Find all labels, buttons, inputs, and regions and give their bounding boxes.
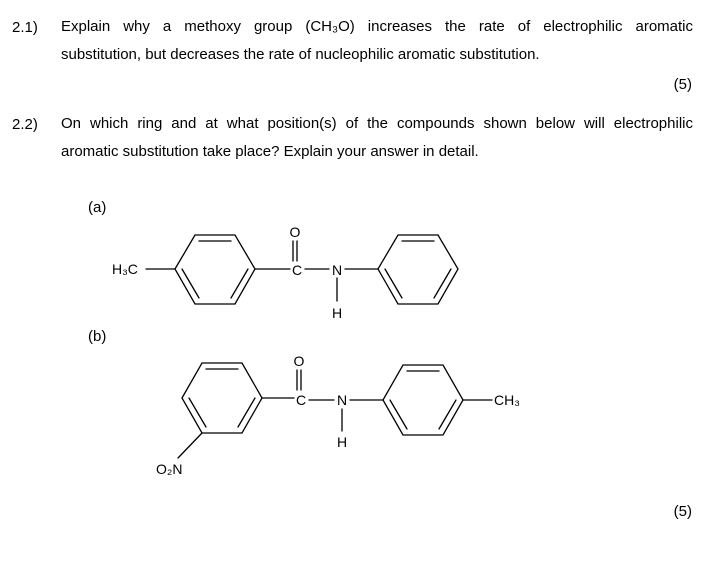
benzene-ring [175,235,255,304]
double-bond [189,398,206,427]
benzene-ring [383,365,463,435]
double-bond [182,269,199,298]
compound-a-label: (a) [88,199,107,216]
oxygen-label: O [293,353,305,369]
double-bond [231,269,248,298]
methyl-label: CH₃ [494,392,520,408]
compound-b-label: (b) [88,328,107,345]
compound-b-structure [178,363,492,458]
methyl-label: H₃C [112,261,138,277]
benzene-ring [378,235,458,304]
question-number: 2.2) [12,116,38,133]
marks-label: (5) [673,503,692,520]
bond [178,433,202,458]
double-bond [434,269,451,298]
question-line: Explain why a methoxy group (CH₃O) increases the rate of electrophilic aromatic [61,18,693,35]
nitrogen-label: N [336,392,348,408]
double-bond [439,400,456,429]
carbon-label: C [291,262,303,278]
oxygen-label: O [289,224,301,240]
hydrogen-label: H [336,434,348,450]
marks-label: (5) [673,76,692,93]
nitrogen-label: N [331,262,343,278]
double-bond [390,400,407,429]
question-number: 2.1) [12,19,38,36]
question-line: substitution, but decreases the rate of nucleophilic aromatic substitution. [61,46,540,63]
double-bond [238,398,255,427]
hydrogen-label: H [331,305,343,321]
carbon-label: C [295,392,307,408]
question-line: On which ring and at what position(s) of the compounds shown below will electrophilic [61,115,693,132]
question-line: aromatic substitution take place? Explain your answer in detail. [61,143,479,160]
nitro-label: O₂N [156,461,183,477]
double-bond [385,269,402,298]
benzene-ring [182,363,262,433]
